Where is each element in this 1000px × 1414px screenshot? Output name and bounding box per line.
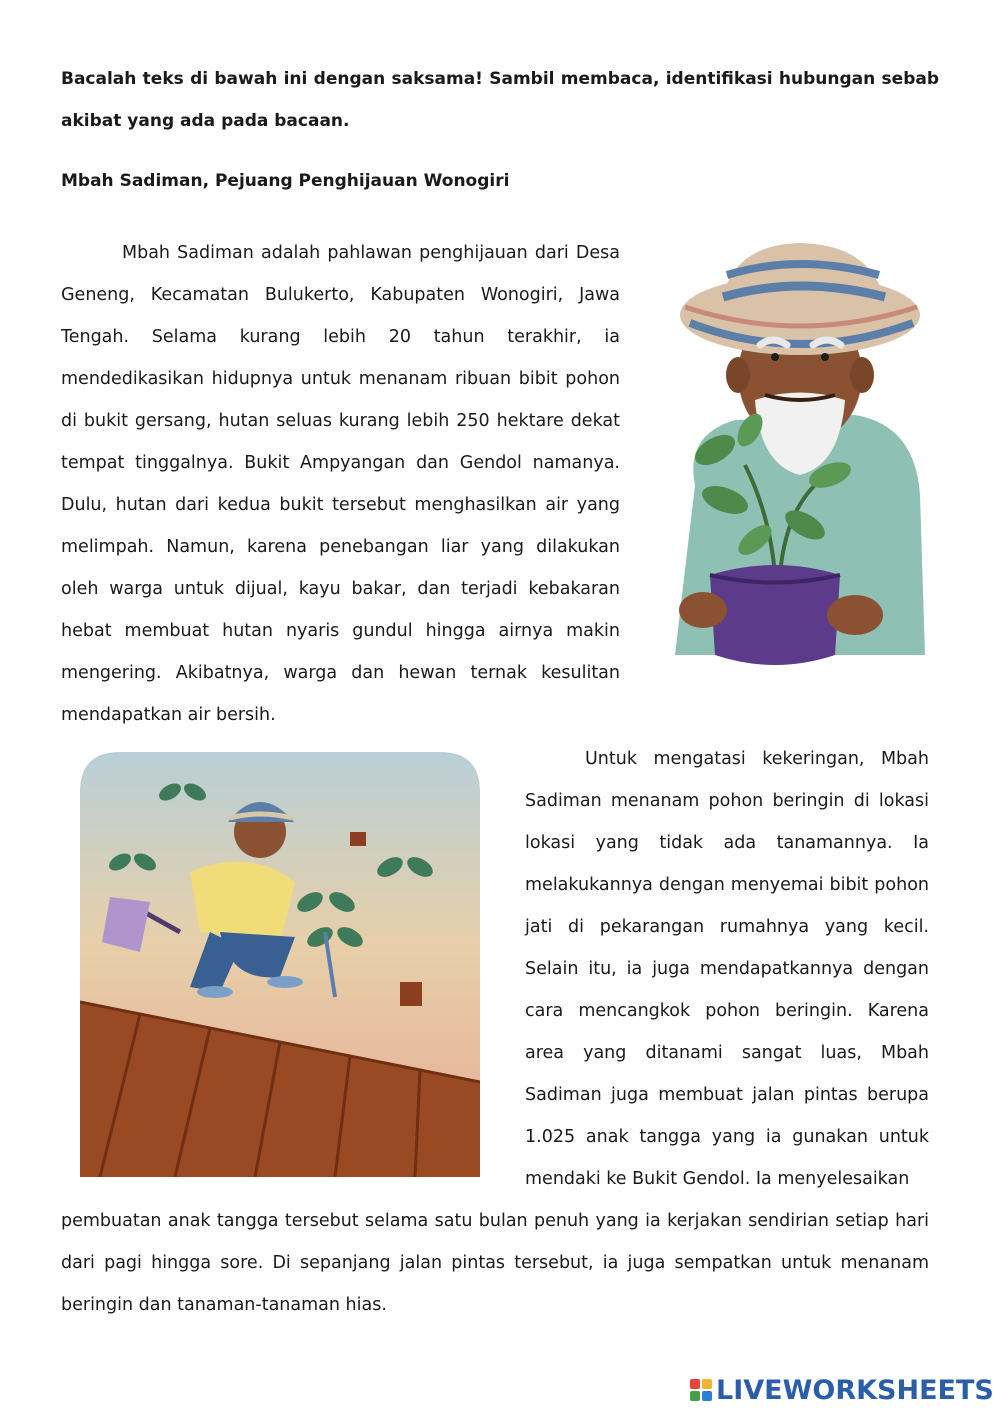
paragraph-1: Mbah Sadiman adalah pahlawan penghijauan dari Desa Geneng, Kecamatan Bulukerto, Kabupaten Wonogiri, Jawa Tengah. Selama kurang lebih 20 tahun terakhir, ia mendedikasikan hidupnya untuk menanam ribuan bibit pohon di bukit gersang, hutan seluas kurang lebih 250 hektare dekat tempat tinggalnya. Bukit Ampyangan dan Gendol namanya. Dulu, hutan dari kedua bukit tersebut menghasilkan air yang melimpah. Namun, karena penebangan liar yang dilakukan oleh warga untuk dijual, kayu bakar, dan terjadi kebakaran hebat membuat hutan nyaris gundul hingga airnya makin mengering. Akibatnya, warga dan hewan ternak kesulitan mendapatkan air bersih. <box>61 243 620 725</box>
instruction-text: Bacalah teks di bawah ini dengan saksama! Sambil membaca, identifikasi hubungan sebab akibat yang ada pada bacaan. <box>61 69 939 131</box>
illustration-man-holding-seedling <box>655 235 945 680</box>
liveworksheets-logo <box>690 1372 994 1408</box>
logo-mark-icon <box>690 1379 712 1401</box>
logo-text: LIVEWORKSHEETS <box>716 1374 994 1406</box>
illustration-man-planting-seedlings <box>80 752 480 1177</box>
paragraph-2-part-1: Untuk mengatasi kekeringan, Mbah Sadiman menanam pohon beringin di lokasi lokasi yang tidak ada tanamannya. Ia melakukannya dengan menyemai bibit pohon jati di pekarangan rumahnya yang kecil. Selain itu, ia juga mendapatkannya dengan cara mencangkok pohon beringin. Karena area yang ditanami sangat luas, Mbah Sadiman juga membuat jalan pintas berupa 1.025 anak tangga yang ia gunakan untuk mendaki ke Bukit Gendol. Ia menyelesaikan <box>525 749 929 1189</box>
story-title: Mbah Sadiman, Pejuang Penghijauan Wonogiri <box>61 171 510 191</box>
paragraph-2-part-2: pembuatan anak tangga tersebut selama satu bulan penuh yang ia kerjakan sendirian setiap hari dari pagi hingga sore. Di sepanjang jalan pintas tersebut, ia juga sempatkan untuk menanam beringin dan tanaman-tanaman hias. <box>61 1211 929 1315</box>
